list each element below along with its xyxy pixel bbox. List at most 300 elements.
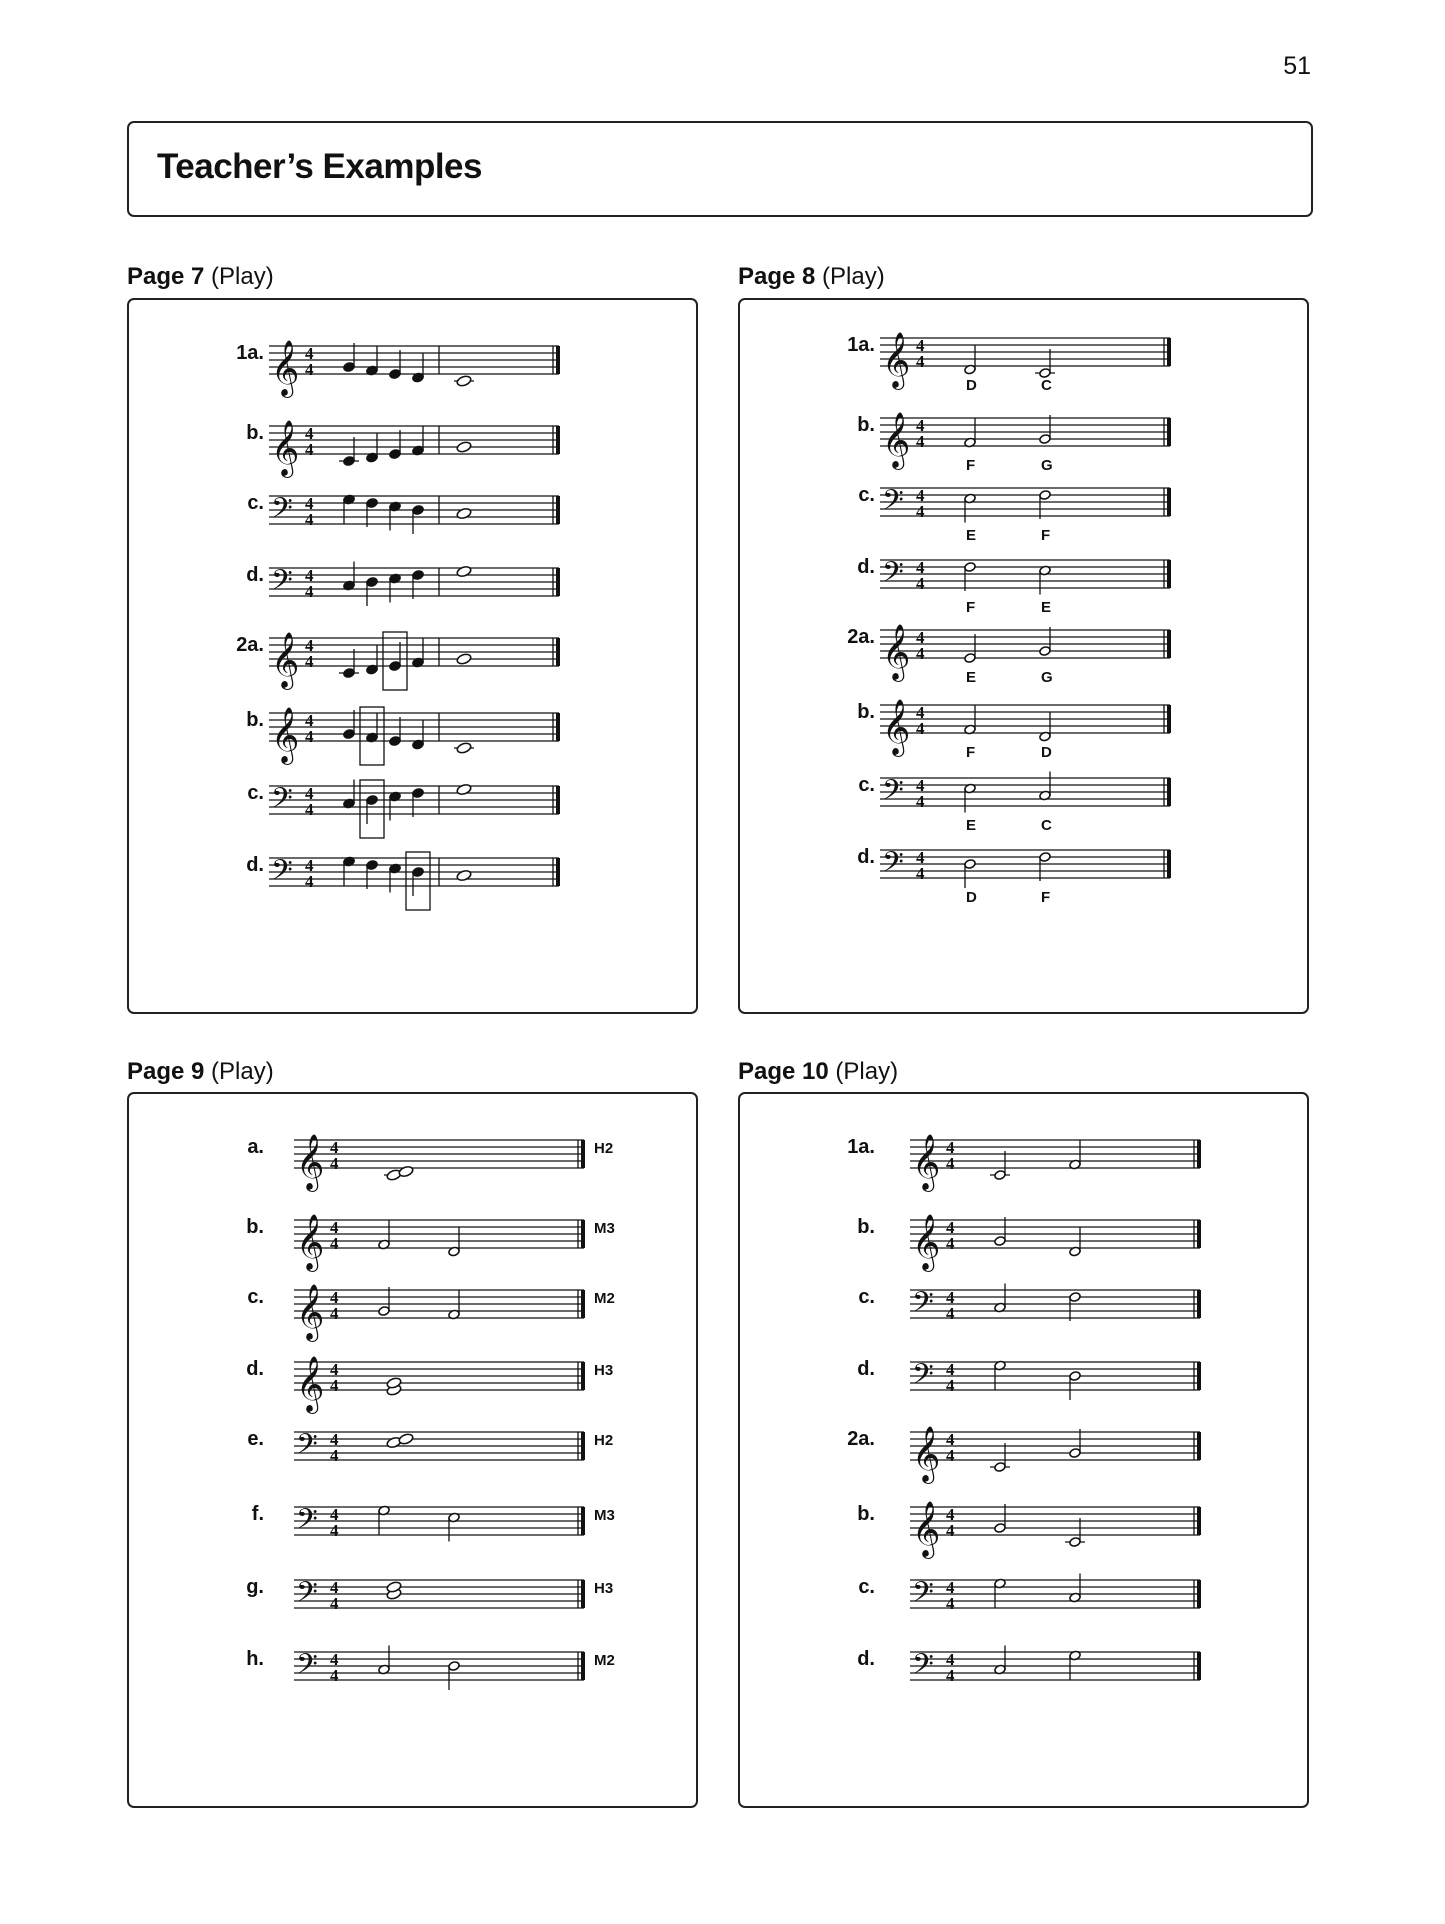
note-name-label: F [1041, 889, 1051, 906]
time-signature-top: 4 [305, 344, 314, 363]
notehead [412, 570, 424, 581]
staff [269, 620, 579, 690]
staff [910, 1344, 1220, 1414]
time-signature-top: 4 [916, 776, 925, 795]
staff [294, 1272, 604, 1342]
time-signature-top: 4 [916, 703, 925, 722]
note-name-label: E [966, 669, 977, 686]
time-signature-bottom: 4 [305, 582, 314, 601]
bass-clef-icon: 𝄢 [912, 1358, 934, 1398]
example-row [740, 1634, 1307, 1704]
staff [269, 478, 579, 548]
time-signature-top: 4 [330, 1650, 339, 1669]
panel-page-8 [738, 298, 1309, 1014]
time-signature-top: 4 [916, 628, 925, 647]
example-row [740, 1414, 1307, 1484]
example-label: c. [858, 484, 875, 506]
example-label: b. [857, 1216, 875, 1238]
time-signature-bottom: 4 [946, 1446, 955, 1465]
interval-label: M3 [594, 1507, 615, 1524]
final-barline [1197, 1507, 1201, 1535]
time-signature-bottom: 4 [305, 727, 314, 746]
treble-clef-icon: 𝄞 [296, 1214, 325, 1270]
example-row [740, 320, 1307, 394]
example-label: d. [246, 854, 264, 876]
interval-label: H3 [594, 1362, 614, 1379]
example-label: b. [857, 414, 875, 436]
time-signature-bottom: 4 [305, 360, 314, 379]
time-signature-bottom: 4 [330, 1234, 339, 1253]
time-signature-bottom: 4 [946, 1234, 955, 1253]
final-barline [581, 1652, 585, 1680]
final-barline [581, 1432, 585, 1460]
notehead [343, 729, 355, 740]
time-signature-top: 4 [305, 494, 314, 513]
treble-clef-icon: 𝄞 [271, 340, 300, 396]
example-label: 2a. [236, 634, 264, 656]
example-label: d. [857, 556, 875, 578]
example-label: c. [858, 1286, 875, 1308]
heading-page-9-rest: (Play) [204, 1058, 274, 1085]
time-signature-top: 4 [305, 636, 314, 655]
bass-clef-icon: 𝄢 [912, 1576, 934, 1616]
heading-page-10-bold: Page 10 [738, 1058, 829, 1085]
notehead [389, 369, 401, 380]
note-name-label: F [966, 744, 976, 761]
time-signature-bottom: 4 [916, 574, 925, 593]
interval-label: M2 [594, 1652, 615, 1669]
time-signature-top: 4 [916, 486, 925, 505]
heading-page-7-bold: Page 7 [127, 263, 205, 290]
heading-page-9 [127, 1058, 274, 1086]
time-signature-top: 4 [946, 1360, 955, 1379]
example-label: 1a. [847, 334, 875, 356]
bass-clef-icon: 𝄢 [882, 774, 904, 814]
notehead [398, 1433, 414, 1446]
time-signature-top: 4 [330, 1138, 339, 1157]
interval-label: H3 [594, 1580, 614, 1597]
notehead [1069, 1537, 1081, 1548]
final-barline [556, 638, 560, 666]
treble-clef-icon: 𝄞 [271, 707, 300, 763]
time-signature-bottom: 4 [305, 510, 314, 529]
interval-label: H2 [594, 1140, 614, 1157]
staff [269, 768, 579, 838]
note-name-label: E [966, 527, 977, 544]
example-label: 2a. [847, 1428, 875, 1450]
example-row [740, 1344, 1307, 1414]
staff [294, 1634, 604, 1704]
heading-page-7 [127, 263, 274, 291]
note-name-label: E [966, 817, 977, 834]
bass-clef-icon: 𝄢 [912, 1648, 934, 1688]
notehead [456, 441, 472, 454]
staff [880, 687, 1190, 761]
note-name-label: F [1041, 527, 1051, 544]
time-signature-bottom: 4 [916, 502, 925, 521]
time-signature-top: 4 [330, 1288, 339, 1307]
note-name-label: G [1041, 457, 1053, 474]
time-signature-top: 4 [330, 1218, 339, 1237]
notehead [398, 1165, 414, 1178]
note-name-label: D [1041, 744, 1052, 761]
final-barline [1197, 1432, 1201, 1460]
example-row [740, 400, 1307, 474]
staff [880, 542, 1190, 616]
notehead [389, 736, 401, 747]
treble-clef-icon: 𝄞 [912, 1501, 941, 1557]
example-row [129, 478, 696, 548]
final-barline [581, 1580, 585, 1608]
final-barline [556, 786, 560, 814]
final-barline [1167, 778, 1171, 806]
example-label: d. [857, 846, 875, 868]
time-signature-top: 4 [946, 1650, 955, 1669]
staff [880, 832, 1190, 906]
final-barline [581, 1362, 585, 1390]
final-barline [1197, 1220, 1201, 1248]
example-label: d. [857, 1358, 875, 1380]
final-barline [1167, 850, 1171, 878]
staff [294, 1489, 604, 1559]
notehead [343, 362, 355, 373]
notehead [1039, 852, 1051, 863]
final-barline [556, 496, 560, 524]
example-row [740, 760, 1307, 834]
time-signature-top: 4 [305, 566, 314, 585]
time-signature-top: 4 [946, 1505, 955, 1524]
example-label: g. [246, 1576, 264, 1598]
notehead [389, 661, 401, 672]
example-row [129, 328, 696, 398]
time-signature-top: 4 [330, 1360, 339, 1379]
notehead [994, 1523, 1006, 1534]
example-row [129, 1122, 696, 1192]
notehead [456, 783, 472, 796]
bass-clef-icon: 𝄢 [271, 854, 293, 894]
notehead [994, 1170, 1006, 1181]
notehead [366, 860, 378, 871]
time-signature-bottom: 4 [330, 1521, 339, 1540]
time-signature-bottom: 4 [946, 1154, 955, 1173]
notehead [343, 456, 355, 467]
heading-page-9-bold: Page 9 [127, 1058, 205, 1085]
time-signature-top: 4 [916, 416, 925, 435]
time-signature-bottom: 4 [916, 432, 925, 451]
example-label: 2a. [847, 626, 875, 648]
notehead [366, 795, 378, 806]
notehead [994, 1236, 1006, 1247]
example-label: d. [246, 564, 264, 586]
notehead [412, 505, 424, 516]
example-row [129, 620, 696, 690]
example-row [129, 408, 696, 478]
treble-clef-icon: 𝄞 [882, 699, 911, 755]
final-barline [581, 1140, 585, 1168]
example-row [740, 1122, 1307, 1192]
example-row [740, 687, 1307, 761]
time-signature-bottom: 4 [946, 1376, 955, 1395]
staff [910, 1489, 1220, 1559]
highlight-box [360, 780, 384, 838]
final-barline [1167, 418, 1171, 446]
time-signature-top: 4 [946, 1578, 955, 1597]
time-signature-top: 4 [946, 1138, 955, 1157]
bass-clef-icon: 𝄢 [296, 1428, 318, 1468]
staff [269, 840, 579, 910]
time-signature-top: 4 [330, 1505, 339, 1524]
bass-clef-icon: 𝄢 [882, 556, 904, 596]
time-signature-top: 4 [330, 1430, 339, 1449]
panel-page-7 [127, 298, 698, 1014]
time-signature-top: 4 [946, 1218, 955, 1237]
time-signature-bottom: 4 [305, 652, 314, 671]
staff [269, 408, 579, 478]
staff [910, 1562, 1220, 1632]
note-name-label: E [1041, 599, 1052, 616]
example-label: b. [246, 422, 264, 444]
final-barline [556, 858, 560, 886]
final-barline [1167, 488, 1171, 516]
staff [910, 1202, 1220, 1272]
final-barline [556, 713, 560, 741]
page-number: 51 [1283, 52, 1311, 80]
note-name-label: C [1041, 377, 1052, 394]
final-barline [556, 568, 560, 596]
time-signature-top: 4 [305, 784, 314, 803]
final-barline [1167, 338, 1171, 366]
final-barline [1197, 1290, 1201, 1318]
final-barline [556, 426, 560, 454]
time-signature-bottom: 4 [330, 1154, 339, 1173]
staff [269, 328, 579, 398]
time-signature-bottom: 4 [946, 1666, 955, 1685]
notehead [994, 1462, 1006, 1473]
example-row [740, 1562, 1307, 1632]
time-signature-bottom: 4 [330, 1304, 339, 1323]
treble-clef-icon: 𝄞 [912, 1426, 941, 1482]
example-row [129, 1634, 696, 1704]
staff [880, 760, 1190, 834]
notehead [389, 449, 401, 460]
notehead [964, 859, 976, 870]
time-signature-bottom: 4 [330, 1594, 339, 1613]
notehead [456, 742, 472, 755]
final-barline [1167, 705, 1171, 733]
treble-clef-icon: 𝄞 [912, 1134, 941, 1190]
final-barline [1197, 1362, 1201, 1390]
treble-clef-icon: 𝄞 [296, 1284, 325, 1340]
final-barline [581, 1220, 585, 1248]
treble-clef-icon: 𝄞 [296, 1356, 325, 1412]
heading-page-7-rest: (Play) [204, 263, 274, 290]
example-row [129, 1272, 696, 1342]
time-signature-bottom: 4 [946, 1304, 955, 1323]
notehead [366, 577, 378, 588]
interval-label: H2 [594, 1432, 614, 1449]
time-signature-top: 4 [330, 1578, 339, 1597]
final-barline [1197, 1580, 1201, 1608]
heading-page-8-rest: (Play) [815, 263, 885, 290]
example-label: e. [247, 1428, 264, 1450]
heading-page-10-rest: (Play) [828, 1058, 899, 1085]
example-row [129, 1202, 696, 1272]
notehead [456, 375, 472, 388]
time-signature-top: 4 [305, 711, 314, 730]
notehead [456, 869, 472, 882]
heading-page-8 [738, 263, 885, 291]
example-label: b. [246, 1216, 264, 1238]
time-signature-bottom: 4 [305, 872, 314, 891]
bass-clef-icon: 𝄢 [296, 1576, 318, 1616]
final-barline [556, 346, 560, 374]
final-barline [1197, 1652, 1201, 1680]
notehead [343, 668, 355, 679]
staff [294, 1122, 604, 1192]
time-signature-bottom: 4 [916, 352, 925, 371]
bass-clef-icon: 𝄢 [882, 484, 904, 524]
example-row [129, 1489, 696, 1559]
treble-clef-icon: 𝄞 [912, 1214, 941, 1270]
staff [294, 1202, 604, 1272]
staff [910, 1122, 1220, 1192]
staff [294, 1344, 604, 1414]
time-signature-bottom: 4 [916, 864, 925, 883]
notehead [1039, 646, 1051, 657]
example-label: c. [247, 1286, 264, 1308]
example-label: 1a. [236, 342, 264, 364]
staff [910, 1634, 1220, 1704]
notehead [456, 565, 472, 578]
staff [880, 470, 1190, 544]
example-label: c. [858, 774, 875, 796]
treble-clef-icon: 𝄞 [882, 412, 911, 468]
example-label: d. [246, 1358, 264, 1380]
staff [880, 320, 1190, 394]
notehead [1069, 1371, 1081, 1382]
bass-clef-icon: 𝄢 [296, 1503, 318, 1543]
note-name-label: G [1041, 669, 1053, 686]
interval-label: M2 [594, 1290, 615, 1307]
bass-clef-icon: 𝄢 [271, 782, 293, 822]
example-label: b. [857, 701, 875, 723]
example-row [129, 1414, 696, 1484]
staff [910, 1272, 1220, 1342]
example-row [740, 832, 1307, 906]
time-signature-bottom: 4 [916, 719, 925, 738]
example-row [740, 1202, 1307, 1272]
note-name-label: D [966, 889, 977, 906]
treble-clef-icon: 𝄞 [271, 632, 300, 688]
bass-clef-icon: 𝄢 [296, 1648, 318, 1688]
time-signature-top: 4 [946, 1288, 955, 1307]
notehead [1069, 1292, 1081, 1303]
example-row [129, 550, 696, 620]
staff [269, 695, 579, 765]
notehead [448, 1661, 460, 1672]
example-row [129, 1562, 696, 1632]
notehead [456, 507, 472, 520]
staff [294, 1562, 604, 1632]
note-name-label: F [966, 599, 976, 616]
example-row [129, 1344, 696, 1414]
time-signature-top: 4 [946, 1430, 955, 1449]
time-signature-bottom: 4 [916, 792, 925, 811]
staff [910, 1414, 1220, 1484]
time-signature-bottom: 4 [305, 440, 314, 459]
example-label: b. [246, 709, 264, 731]
example-label: f. [251, 1503, 264, 1525]
time-signature-top: 4 [916, 848, 925, 867]
notehead [964, 653, 976, 664]
example-label: a. [247, 1136, 264, 1158]
time-signature-bottom: 4 [330, 1666, 339, 1685]
time-signature-bottom: 4 [330, 1376, 339, 1395]
treble-clef-icon: 𝄞 [296, 1134, 325, 1190]
final-barline [581, 1507, 585, 1535]
example-row [740, 470, 1307, 544]
time-signature-bottom: 4 [330, 1446, 339, 1465]
highlight-box [383, 632, 407, 690]
time-signature-bottom: 4 [916, 644, 925, 663]
example-row [740, 612, 1307, 686]
bass-clef-icon: 𝄢 [882, 846, 904, 886]
time-signature-top: 4 [916, 558, 925, 577]
notehead [1069, 1448, 1081, 1459]
notehead [1039, 490, 1051, 501]
example-row [740, 542, 1307, 616]
notehead [412, 788, 424, 799]
example-label: c. [247, 492, 264, 514]
example-row [129, 695, 696, 765]
staff [880, 400, 1190, 474]
final-barline [1167, 630, 1171, 658]
example-label: c. [858, 1576, 875, 1598]
bass-clef-icon: 𝄢 [271, 564, 293, 604]
title-box [127, 121, 1313, 217]
highlight-box [406, 852, 430, 910]
final-barline [1197, 1140, 1201, 1168]
note-name-label: D [966, 377, 977, 394]
bass-clef-icon: 𝄢 [271, 492, 293, 532]
staff [294, 1414, 604, 1484]
notehead [1039, 434, 1051, 445]
treble-clef-icon: 𝄞 [882, 624, 911, 680]
example-label: h. [246, 1648, 264, 1670]
example-label: b. [857, 1503, 875, 1525]
final-barline [1167, 560, 1171, 588]
final-barline [581, 1290, 585, 1318]
time-signature-top: 4 [305, 424, 314, 443]
panel-page-10 [738, 1092, 1309, 1808]
time-signature-top: 4 [916, 336, 925, 355]
time-signature-bottom: 4 [946, 1594, 955, 1613]
heading-page-8-bold: Page 8 [738, 263, 816, 290]
page-title: Teacher’s Examples [157, 147, 482, 186]
bass-clef-icon: 𝄢 [912, 1286, 934, 1326]
example-label: d. [857, 1648, 875, 1670]
note-name-label: F [966, 457, 976, 474]
heading-page-10 [738, 1058, 898, 1086]
example-row [740, 1272, 1307, 1342]
staff [269, 550, 579, 620]
example-row [129, 768, 696, 838]
example-label: c. [247, 782, 264, 804]
time-signature-bottom: 4 [305, 800, 314, 819]
note-name-label: C [1041, 817, 1052, 834]
treble-clef-icon: 𝄞 [271, 420, 300, 476]
notehead [366, 498, 378, 509]
